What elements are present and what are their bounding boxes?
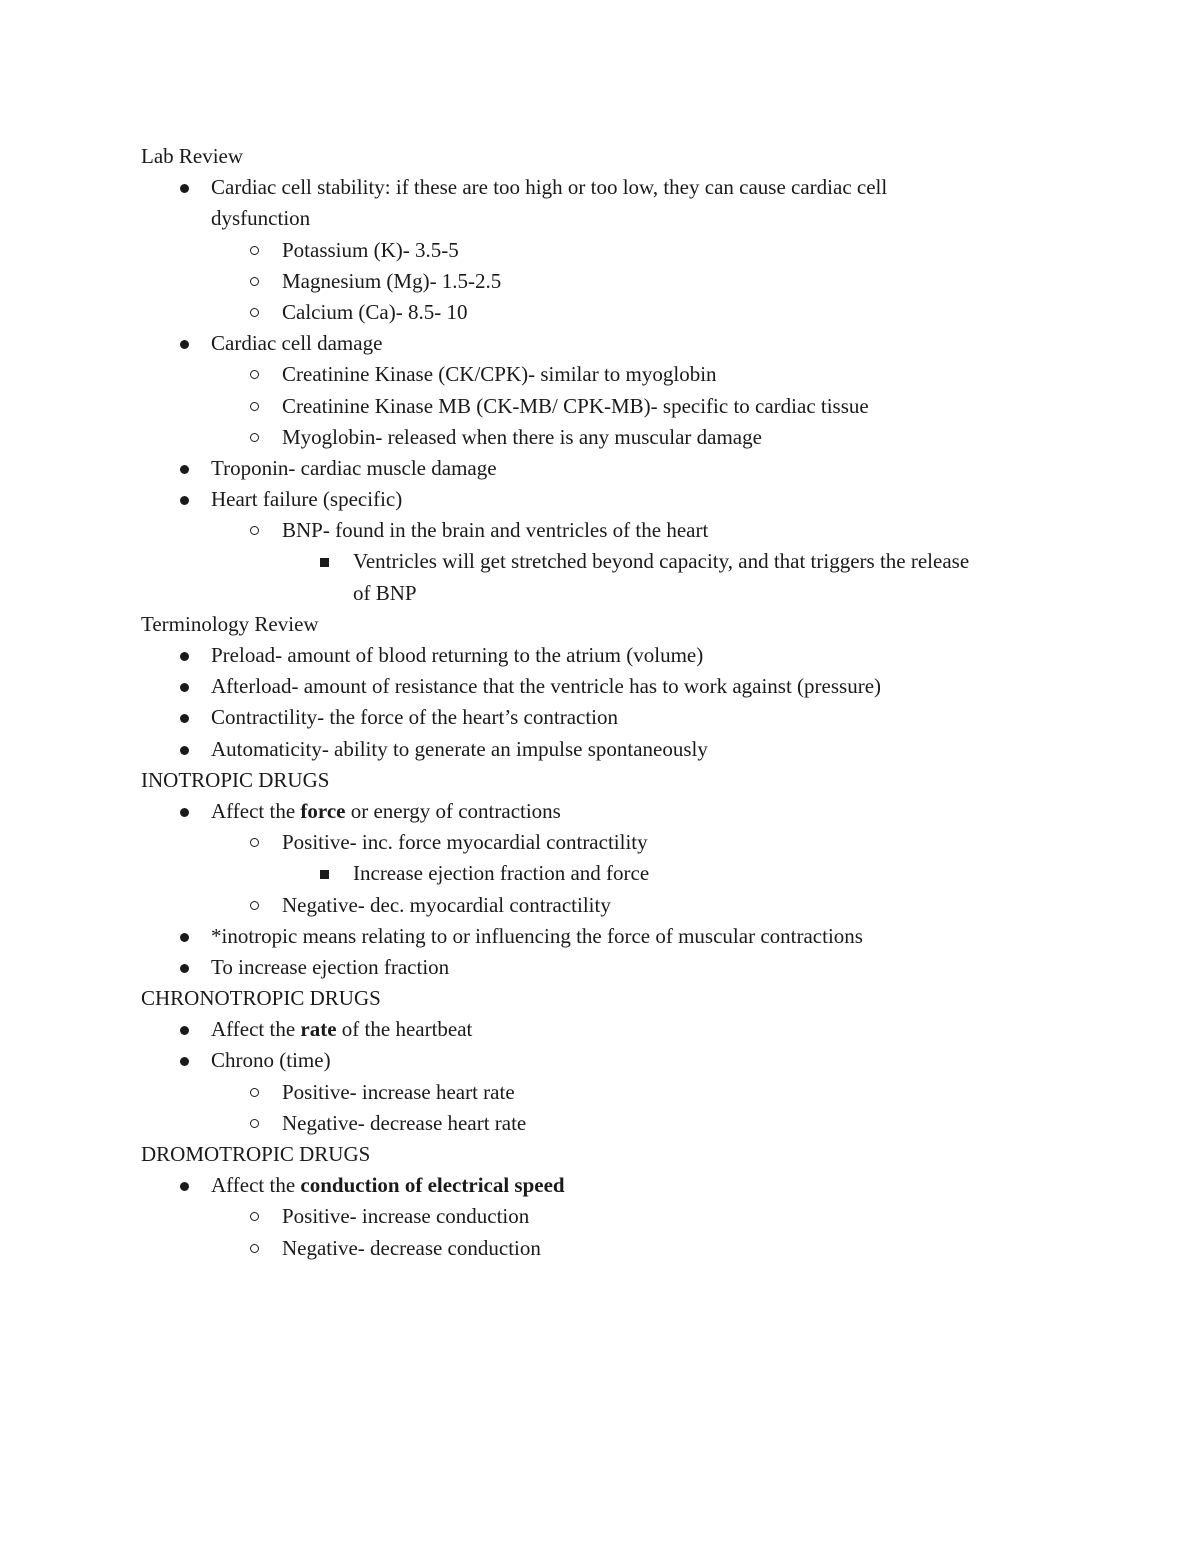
bold-term: rate xyxy=(300,1017,337,1042)
list-item-text: of BNP xyxy=(353,580,417,605)
list-item-text: Positive- inc. force myocardial contractility xyxy=(282,830,648,855)
list-item-text: Chrono (time) xyxy=(211,1048,331,1073)
list-item xyxy=(0,359,1200,390)
list-item xyxy=(0,266,1200,297)
list-item-continuation xyxy=(0,578,1200,609)
list-item-text: dysfunction xyxy=(211,206,311,231)
list-item xyxy=(0,702,1200,733)
list-item-text: *inotropic means relating to or influencing the force of muscular contractions xyxy=(211,923,863,948)
heading-text: INOTROPIC DRUGS xyxy=(141,767,330,792)
list-item xyxy=(0,515,1200,546)
list-item xyxy=(0,640,1200,671)
bullet-dot-icon xyxy=(180,1057,189,1066)
list-item xyxy=(0,391,1200,422)
list-item xyxy=(0,1077,1200,1108)
bullet-circle-icon xyxy=(250,838,259,847)
list-item-text: Afterload- amount of resistance that the ventricle has to work against (pressure) xyxy=(211,674,882,699)
list-item xyxy=(0,1201,1200,1232)
list-item xyxy=(0,328,1200,359)
bullet-dot-icon xyxy=(180,1182,189,1191)
bullet-dot-icon xyxy=(180,496,189,505)
list-item-text: Positive- increase conduction xyxy=(282,1204,530,1229)
bullet-circle-icon xyxy=(250,1088,259,1097)
bullet-circle-icon xyxy=(250,370,259,379)
bullet-circle-icon xyxy=(250,433,259,442)
bullet-dot-icon xyxy=(180,714,189,723)
section-heading-chronotropic xyxy=(0,983,1200,1014)
list-item-text: Troponin- cardiac muscle damage xyxy=(211,455,497,480)
bold-term: conduction of electrical speed xyxy=(300,1173,565,1198)
list-item-text: Increase ejection fraction and force xyxy=(353,861,650,886)
list-item-text: Creatinine Kinase (CK/CPK)- similar to myoglobin xyxy=(282,362,717,387)
heading-text: Terminology Review xyxy=(141,611,319,636)
list-item xyxy=(0,172,1200,203)
list-item-text: Cardiac cell damage xyxy=(211,331,383,356)
list-item-text: Positive- increase heart rate xyxy=(282,1079,515,1104)
list-item xyxy=(0,827,1200,858)
heading-text: CHRONOTROPIC DRUGS xyxy=(141,986,381,1011)
bullet-dot-icon xyxy=(180,652,189,661)
list-item xyxy=(0,734,1200,765)
list-item-text: Ventricles will get stretched beyond capacity, and that triggers the release xyxy=(353,549,970,574)
heading-text: Lab Review xyxy=(141,144,244,168)
list-item-text: Potassium (K)- 3.5-5 xyxy=(282,237,459,262)
section-heading-terminology-review xyxy=(0,609,1200,640)
list-item-continuation xyxy=(0,203,1200,234)
bullet-dot-icon xyxy=(180,933,189,942)
heading-text: DROMOTROPIC DRUGS xyxy=(141,1142,371,1166)
list-item xyxy=(0,235,1200,266)
list-item-text: Myoglobin- released when there is any muscular damage xyxy=(282,424,762,449)
document-page xyxy=(0,141,1200,1264)
list-item-text: Affect the xyxy=(211,1173,301,1198)
bullet-dot-icon xyxy=(180,184,189,193)
bullet-dot-icon xyxy=(180,746,189,755)
bullet-dot-icon xyxy=(180,683,189,692)
list-item xyxy=(0,890,1200,921)
list-item-text: or energy of contractions xyxy=(345,798,561,823)
list-item-text: Contractility- the force of the heart’s contraction xyxy=(211,705,619,730)
bullet-dot-icon xyxy=(180,808,189,817)
bullet-dot-icon xyxy=(180,1026,189,1035)
list-item-text: Preload- amount of blood returning to the atrium (volume) xyxy=(211,643,704,667)
bullet-circle-icon xyxy=(250,526,259,535)
section-heading-inotropic xyxy=(0,765,1200,796)
list-item-text: Affect the xyxy=(211,1017,301,1042)
bullet-dot-icon xyxy=(180,964,189,973)
list-item xyxy=(0,422,1200,453)
bullet-circle-icon xyxy=(250,246,259,255)
list-item xyxy=(0,952,1200,983)
list-item xyxy=(0,484,1200,515)
bullet-circle-icon xyxy=(250,1244,259,1253)
list-item xyxy=(0,796,1200,827)
bullet-circle-icon xyxy=(250,901,259,910)
list-item-text: Negative- decrease conduction xyxy=(282,1235,541,1260)
bullet-square-icon xyxy=(320,558,329,567)
list-item-text: of the heartbeat xyxy=(336,1017,473,1042)
list-item xyxy=(0,297,1200,328)
list-item-text: Cardiac cell stability: if these are too high or too low, they can cause cardiac cell xyxy=(211,175,888,200)
list-item-text: Calcium (Ca)- 8.5- 10 xyxy=(282,299,468,324)
section-heading-dromotropic xyxy=(0,1139,1200,1170)
list-item-text: Affect the xyxy=(211,798,301,823)
list-item-text: Automaticity- ability to generate an impulse spontaneously xyxy=(211,736,708,761)
bullet-circle-icon xyxy=(250,1119,259,1128)
list-item xyxy=(0,546,1200,577)
list-item xyxy=(0,858,1200,889)
list-item xyxy=(0,1108,1200,1139)
list-item-text: Magnesium (Mg)- 1.5-2.5 xyxy=(282,268,502,293)
list-item-text: To increase ejection fraction xyxy=(211,954,450,979)
list-item xyxy=(0,921,1200,952)
list-item xyxy=(0,1233,1200,1264)
bullet-square-icon xyxy=(320,870,329,879)
bold-term: force xyxy=(300,798,346,823)
list-item xyxy=(0,671,1200,702)
list-item xyxy=(0,453,1200,484)
list-item-text: Negative- decrease heart rate xyxy=(282,1110,527,1135)
list-item-text: BNP- found in the brain and ventricles of the heart xyxy=(282,518,709,543)
list-item-text: Heart failure (specific) xyxy=(211,487,403,512)
list-item-text: Creatinine Kinase MB (CK-MB/ CPK-MB)- specific to cardiac tissue xyxy=(282,393,869,418)
bullet-circle-icon xyxy=(250,277,259,286)
bullet-circle-icon xyxy=(250,1212,259,1221)
list-item-text: Negative- dec. myocardial contractility xyxy=(282,892,611,917)
list-item xyxy=(0,1045,1200,1076)
bullet-circle-icon xyxy=(250,308,259,317)
bullet-dot-icon xyxy=(180,340,189,349)
bullet-dot-icon xyxy=(180,465,189,474)
bullet-circle-icon xyxy=(250,402,259,411)
section-heading-lab-review xyxy=(0,141,1200,172)
list-item xyxy=(0,1014,1200,1045)
list-item xyxy=(0,1170,1200,1201)
